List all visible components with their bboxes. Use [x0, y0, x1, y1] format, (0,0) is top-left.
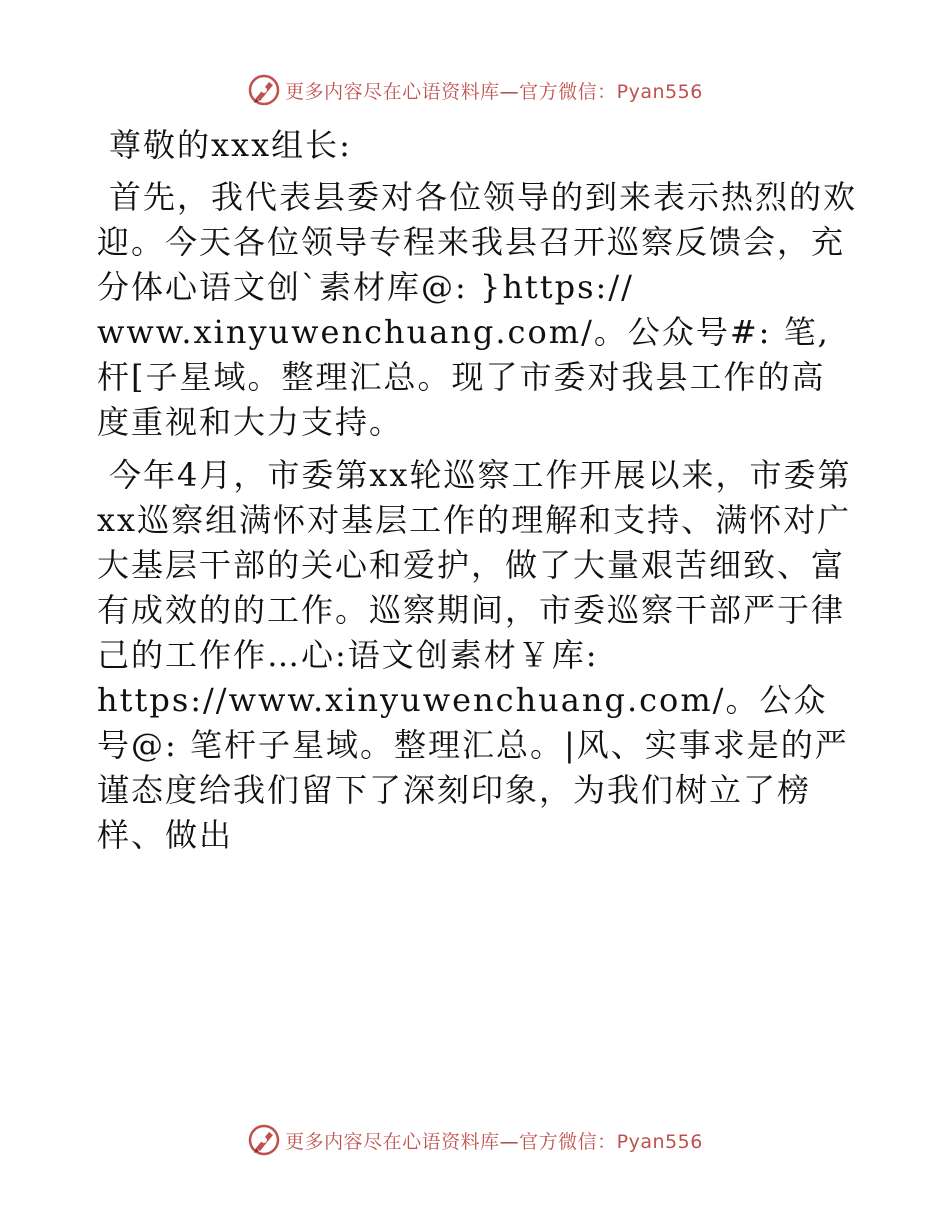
pen-logo-icon — [247, 73, 281, 107]
document-body — [97, 123, 857, 858]
footer-banner-wechat: 官方微信：Pyan556 — [519, 1130, 703, 1153]
header-watermark-banner — [0, 70, 950, 110]
footer-banner-dash: — — [499, 1130, 520, 1153]
header-banner-text — [285, 77, 703, 104]
footer-banner-text — [285, 1127, 703, 1154]
header-banner-dash: — — [499, 80, 520, 103]
header-banner-site: 更多内容尽在心语资料库 — [285, 80, 500, 103]
greeting-line: 尊敬的xxx组长: — [109, 126, 352, 164]
footer-watermark-banner — [0, 1120, 950, 1160]
footer-banner-site: 更多内容尽在心语资料库 — [285, 1130, 500, 1153]
paragraph-1: 首先，我代表县委对各位领导的到来表示热烈的欢迎。今天各位领导专程来我县召开巡察反馈会，充分体心语文创`素材库@: }https:// www.xinyuwenchuang.com/。公众号#: 笔,杆[子星域。整理汇总。现了市委对我县工作的高度重视和大力支持。 — [97, 178, 858, 441]
paragraph-2: 今年4月，市委第xx轮巡察工作开展以来，市委第xx巡察组满怀对基层工作的理解和支持、满怀对广大基层干部的关心和爱护，做了大量艰苦细致、富有成效的的工作。巡察期间，市委巡察干部严于律己的工作作…心:语文创素材￥库: https://www.xinyuwenchuang.com/。公众号@: 笔杆子星域。整理汇总。|风、实事求是的严谨态度给我们留下了深刻印象，为我们树立了榜样、做出 — [97, 456, 852, 854]
header-banner-wechat: 官方微信：Pyan556 — [519, 80, 703, 103]
pen-logo-icon — [247, 1123, 281, 1157]
